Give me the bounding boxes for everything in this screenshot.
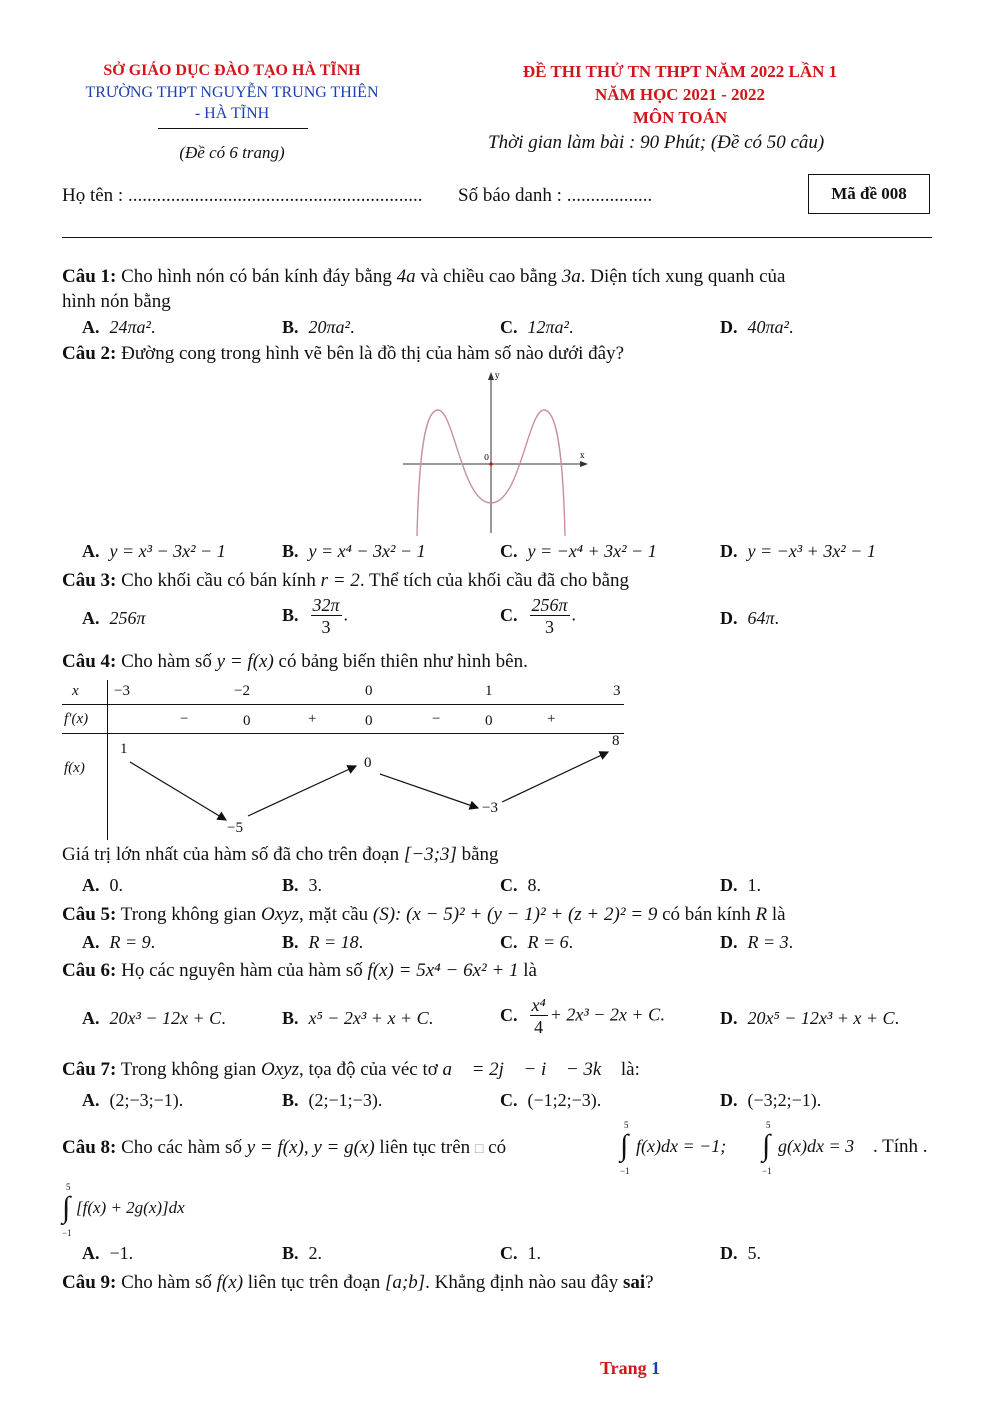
option-value: 12πa²: [527, 317, 569, 337]
q8-int2: g(x)dx = 3: [778, 1136, 855, 1156]
school-name-line2: - HÀ TĨNH: [194, 105, 270, 122]
exam-code-box: Mã đề 008: [808, 174, 930, 214]
q1-text1: Cho hình nón có bán kính đáy bằng: [121, 266, 392, 287]
q6-option-c[interactable]: C. $\frac{\text{x⁴}}{4}$ + 2x³ − 2x + C.: [500, 995, 665, 1037]
option-value: (2;−1;−3): [308, 1090, 378, 1110]
q4-text1: Cho hàm số: [121, 651, 212, 672]
option-value: 8: [527, 875, 537, 895]
option-letter: D.: [720, 317, 738, 337]
option-value: 1: [527, 1243, 537, 1263]
q4-question-end: bằng: [461, 844, 499, 865]
f-value: 1: [120, 741, 128, 757]
q5-text3: có bán kính: [662, 904, 751, 925]
q4-question-text: Giá trị lớn nhất của hàm số đã cho trên đoạn: [62, 844, 400, 865]
option-letter: D.: [720, 1243, 738, 1263]
q4-label: Câu 4:: [62, 651, 117, 672]
q4-option-b[interactable]: B. 3.: [282, 875, 323, 895]
q1-option-a[interactable]: A. 24πa².: [82, 317, 156, 337]
option-letter: A.: [82, 875, 100, 895]
q8-fns: y = f(x), y = g(x): [246, 1137, 375, 1158]
option-letter: C.: [500, 875, 518, 895]
arrow-increase: [248, 766, 356, 816]
q3-option-d[interactable]: D. 64π.: [720, 608, 780, 628]
option-value: 40πa²: [747, 317, 789, 337]
row-fp-label: f′(x): [64, 711, 89, 727]
q8-text1: Cho các hàm số: [121, 1137, 242, 1158]
q3-label: Câu 3:: [62, 570, 117, 591]
q9-label: Câu 9:: [62, 1272, 117, 1293]
option-value: 24πa²: [109, 317, 151, 337]
frac-den: 3: [321, 617, 331, 637]
option-letter: B.: [282, 317, 299, 337]
row-f-label: f(x): [64, 760, 85, 776]
q6-text2: là: [523, 960, 537, 981]
q3-r: r = 2: [320, 570, 360, 591]
lower-bound: −1: [62, 1228, 72, 1238]
option-letter: A.: [82, 608, 100, 628]
option-letter: B.: [282, 932, 299, 952]
page-number: 1: [651, 1358, 661, 1378]
header-rule: [62, 237, 932, 238]
integral-sign-icon: ∫: [762, 1129, 771, 1162]
option-letter: D.: [720, 932, 738, 952]
x-axis-arrow-icon: [580, 461, 588, 467]
f-value: −3: [482, 800, 498, 816]
question-1: [62, 265, 785, 289]
q2-label: Câu 2:: [62, 343, 117, 364]
school-year: NĂM HỌC 2021 - 2022: [595, 85, 765, 104]
q2-option-b[interactable]: [282, 541, 426, 562]
q5-text4: là: [771, 904, 786, 925]
q3-option-a[interactable]: [82, 608, 146, 629]
option-letter: A.: [82, 1090, 100, 1110]
sign-cell: −: [432, 711, 441, 727]
q2-option-c[interactable]: [500, 541, 657, 562]
option-letter: D.: [720, 1090, 738, 1110]
f-value: −5: [227, 820, 243, 836]
option-value: R = 18: [308, 932, 359, 952]
time-note: Thời gian làm bài : 90 Phút; (Đề có 50 câu): [488, 132, 825, 153]
q9-interval: [a;b]: [384, 1272, 426, 1293]
variation-table: [62, 680, 627, 845]
option-letter: A.: [82, 317, 100, 337]
page-word: Trang: [600, 1358, 647, 1378]
option-value: 3: [308, 875, 318, 895]
q1-label: Câu 1:: [62, 266, 117, 287]
option-value: 2: [308, 1243, 318, 1263]
option-value: y = x³ − 3x² − 1: [109, 541, 226, 561]
q7-option-c[interactable]: C. (−1;2;−3).: [500, 1090, 602, 1110]
graph-y-label: y: [495, 371, 500, 380]
option-value: 20x⁵ − 12x³ + x + C: [747, 1008, 895, 1028]
lower-bound: −1: [762, 1166, 772, 1176]
option-value: −1: [109, 1243, 129, 1263]
option-value: 1: [747, 875, 757, 895]
option-value: 5: [747, 1243, 757, 1263]
q7-option-d[interactable]: D. (−3;2;−1).: [720, 1090, 822, 1110]
q4-option-c[interactable]: C. 8.: [500, 875, 541, 895]
option-value: R = 3: [747, 932, 789, 952]
q8-text3: có: [488, 1137, 507, 1158]
q9-fn: f(x): [216, 1272, 244, 1293]
q1-option-d[interactable]: D. 40πa².: [720, 317, 794, 337]
option-letter: B.: [282, 1243, 299, 1263]
q6-fn: f(x) = 5x⁴ − 6x² + 1: [367, 960, 519, 981]
integral-sign-icon: ∫: [62, 1191, 71, 1224]
option-value: 20x³ − 12x + C: [109, 1008, 222, 1028]
option-letter: C.: [500, 1090, 518, 1110]
q6-label: Câu 6:: [62, 960, 117, 981]
question-7: [62, 1058, 640, 1082]
x-value: 0: [365, 683, 373, 699]
q5-option-a[interactable]: A. R = 9.: [82, 932, 156, 952]
option-letter: B.: [282, 875, 299, 895]
arrow-decrease: [380, 774, 478, 808]
q7-option-a[interactable]: A. (2;−3;−1).: [82, 1090, 184, 1110]
q5-text2: , mặt cầu: [299, 904, 369, 925]
option-letter: C.: [500, 317, 518, 337]
frac-den: 3: [545, 617, 555, 637]
pages-note: (Đề có 6 trang): [179, 143, 285, 162]
q9-text2: liên tục trên đoạn: [247, 1272, 381, 1293]
upper-bound: 5: [624, 1120, 629, 1130]
exam-title: ĐỀ THI THỬ TN THPT NĂM 2022 LẦN 1: [522, 62, 838, 81]
lower-bound: −1: [620, 1166, 630, 1176]
option-letter: B.: [282, 1090, 299, 1110]
option-letter: C.: [500, 1004, 518, 1025]
option-value: 256π: [109, 608, 146, 628]
option-letter: D.: [720, 608, 738, 628]
q4-option-a[interactable]: A. 0.: [82, 875, 123, 895]
q3-text2: . Thể tích của khối cầu đã cho bằng: [359, 570, 630, 591]
page-footer: [600, 1358, 660, 1379]
option-letter: D.: [720, 1008, 738, 1028]
arrow-decrease: [130, 762, 226, 820]
f-value: 8: [612, 733, 620, 749]
q5-option-d[interactable]: D. R = 3.: [720, 932, 794, 952]
option-value: 64π: [747, 608, 775, 628]
graph-x-label: x: [580, 451, 585, 460]
option-value: y = x⁴ − 3x² − 1: [308, 541, 426, 561]
option-letter: D.: [720, 541, 738, 561]
q5-option-c[interactable]: C. R = 6.: [500, 932, 574, 952]
q2-option-a[interactable]: [82, 541, 226, 562]
upper-bound: 5: [766, 1120, 771, 1130]
option-letter: C.: [500, 932, 518, 952]
q8-int3: [f(x) + 2g(x)]dx: [76, 1198, 185, 1217]
q6-option-a[interactable]: A. 20x³ − 12x + C.: [82, 1008, 226, 1028]
sign-cell: −: [180, 711, 189, 727]
x-value: −3: [114, 683, 130, 699]
option-letter: C.: [500, 604, 518, 625]
sign-cell: 0: [243, 713, 251, 729]
q4-question: [62, 843, 499, 867]
arrow-increase: [502, 752, 608, 802]
option-value: y = −x³ + 3x² − 1: [747, 541, 876, 561]
option-letter: A.: [82, 1008, 100, 1028]
q9-emph: sai: [622, 1272, 646, 1293]
row-x-label: x: [72, 683, 79, 699]
integral-sign-icon: ∫: [620, 1129, 629, 1162]
q1-v1: 4a: [396, 266, 416, 287]
sign-cell: 0: [365, 713, 373, 729]
option-letter: D.: [720, 875, 738, 895]
graph-origin-dot: [489, 462, 492, 465]
q9-text1: Cho hàm số: [121, 1272, 212, 1293]
option-letter: B.: [282, 1008, 299, 1028]
option-letter: C.: [500, 1243, 518, 1263]
q4-fn: y = f(x): [216, 651, 274, 672]
graph-origin-label: 0: [484, 453, 490, 462]
q7-text2: , tọa độ của véc tơ: [299, 1059, 438, 1080]
q1-option-b[interactable]: B. 20πa².: [282, 317, 355, 337]
q5-space: Oxyz: [261, 904, 300, 925]
question-4: [62, 650, 528, 674]
dept-name: SỞ GIÁO DỤC ĐÀO TẠO HÀ TĨNH: [103, 62, 361, 79]
q4-interval: [−3;3]: [403, 844, 457, 865]
q8-label: Câu 8:: [62, 1137, 117, 1158]
f-value: 0: [364, 755, 372, 771]
q8-option-b[interactable]: B. 2.: [282, 1243, 323, 1263]
q3-text1: Cho khối cầu có bán kính: [121, 570, 316, 591]
x-value: 1: [485, 683, 493, 699]
q1-text3: . Diện tích xung quanh của: [580, 266, 786, 287]
q8-text2: liên tục trên: [379, 1137, 471, 1158]
q1-option-c[interactable]: C. 12πa².: [500, 317, 574, 337]
q1-text2: và chiều cao bằng: [420, 266, 557, 287]
q5-text1: Trong không gian: [120, 904, 257, 925]
option-letter: A.: [82, 1243, 100, 1263]
x-value: 3: [613, 683, 621, 699]
q4-text2: có bảng biến thiên như hình bên.: [278, 651, 528, 672]
q7-vec: a⃗ = 2j⃗ − i⃗ − 3k⃗: [442, 1059, 617, 1080]
header-divider: [158, 128, 308, 129]
q5-label: Câu 5:: [62, 904, 117, 925]
missing-glyph-icon: □: [474, 1142, 484, 1157]
option-value: x⁵ − 2x³ + x + C: [308, 1008, 429, 1028]
question-5: [62, 903, 786, 927]
name-field: Họ tên : ..............................................................: [62, 185, 423, 206]
y-axis-arrow-icon: [488, 372, 494, 380]
sign-cell: 0: [485, 713, 493, 729]
sign-cell: +: [547, 711, 556, 727]
option-value: + 2x³ − 2x + C: [549, 1004, 661, 1025]
option-value: (2;−3;−1): [109, 1090, 179, 1110]
question-9: [62, 1271, 654, 1295]
q1-v2: 3a: [561, 266, 581, 287]
subject: MÔN TOÁN: [632, 108, 728, 127]
q7-option-b[interactable]: B. (2;−1;−3).: [282, 1090, 383, 1110]
option-letter: B.: [282, 541, 299, 561]
option-value: (−3;2;−1): [747, 1090, 817, 1110]
q5-eq: (S): (x − 5)² + (y − 1)² + (z + 2)² = 9: [372, 904, 658, 925]
q3-option-c[interactable]: C. $\frac{256\pi}{3}$ .: [500, 595, 577, 637]
q6-option-d[interactable]: D. 20x⁵ − 12x³ + x + C.: [720, 1008, 900, 1028]
frac-num: 256π: [531, 595, 568, 615]
q7-space: Oxyz: [261, 1059, 300, 1080]
option-letter: C.: [500, 541, 518, 561]
q7-text1: Trong không gian: [120, 1059, 257, 1080]
q2-graph: [398, 368, 593, 538]
option-value: 20πa²: [308, 317, 350, 337]
q9-text3: . Khẳng định nào sau đây: [425, 1272, 619, 1293]
q8-option-c[interactable]: C. 1.: [500, 1243, 541, 1263]
q6-text1: Họ các nguyên hàm của hàm số: [121, 960, 363, 981]
q6-option-b[interactable]: B. x⁵ − 2x³ + x + C.: [282, 1008, 434, 1028]
school-name-line1: TRƯỜNG THPT NGUYỄN TRUNG THIÊN: [85, 84, 379, 101]
q5-R: R: [755, 904, 768, 925]
q8-option-d[interactable]: D. 5.: [720, 1243, 761, 1263]
option-value: (−1;2;−3): [527, 1090, 597, 1110]
frac-num: x⁴: [531, 995, 546, 1015]
frac-den: 4: [534, 1017, 544, 1037]
q8-int1: f(x)dx = −1;: [636, 1136, 727, 1156]
option-value: R = 6: [527, 932, 569, 952]
q8-option-a[interactable]: A. −1.: [82, 1243, 134, 1263]
q2-text: Đường cong trong hình vẽ bên là đồ thị của hàm số nào dưới đây?: [121, 343, 625, 364]
option-letter: B.: [282, 604, 299, 625]
option-value: 0: [109, 875, 119, 895]
q5-option-b[interactable]: B. R = 18.: [282, 932, 364, 952]
option-value: y = −x⁴ + 3x² − 1: [527, 541, 657, 561]
variation-arrows: [62, 680, 627, 845]
q2-option-d[interactable]: [720, 541, 876, 562]
q4-option-d[interactable]: D. 1.: [720, 875, 761, 895]
q9-text4: ?: [645, 1272, 654, 1293]
upper-bound: 5: [66, 1182, 71, 1192]
question-6: [62, 959, 537, 983]
question-3: [62, 569, 629, 593]
option-letter: A.: [82, 932, 100, 952]
question-8: [62, 1136, 506, 1162]
q7-text3: là:: [620, 1059, 640, 1080]
q1-text4: hình nón bằng: [62, 291, 171, 312]
question-2: [62, 342, 624, 366]
sbd-field: Số báo danh : ..................: [458, 185, 653, 206]
frac-num: 32π: [312, 595, 340, 615]
q3-option-b[interactable]: B. $\frac{32\pi}{3}$ .: [282, 595, 349, 637]
option-letter: A.: [82, 541, 100, 561]
x-value: −2: [234, 683, 250, 699]
sign-cell: +: [308, 711, 317, 727]
q7-label: Câu 7:: [62, 1059, 117, 1080]
q8-text4: . Tính .: [873, 1136, 928, 1157]
option-value: R = 9: [109, 932, 151, 952]
